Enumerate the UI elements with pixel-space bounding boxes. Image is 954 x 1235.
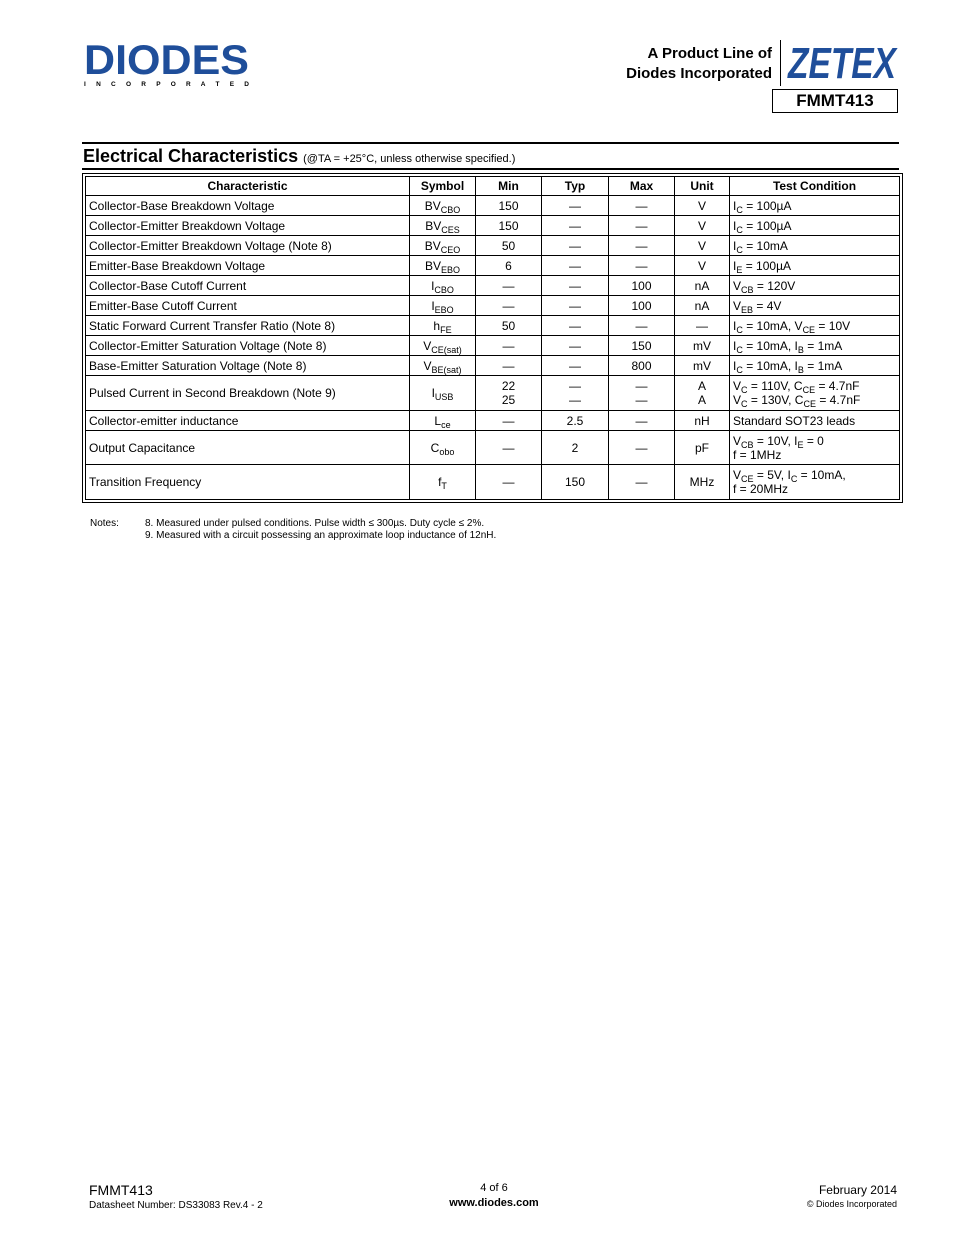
cell-characteristic: Collector-Emitter Breakdown Voltage (86, 216, 410, 236)
cell-typ: — (542, 216, 609, 236)
cell-min: — (476, 356, 542, 376)
cell-characteristic: Base-Emitter Saturation Voltage (Note 8) (86, 356, 410, 376)
cell-characteristic: Emitter-Base Breakdown Voltage (86, 256, 410, 276)
diodes-logo (84, 36, 259, 90)
cell-test-condition: $V_C = 110V$, $C_{CE} = 4.7nF$ $V_C = 130V$, $C_{CE} = 4.7nF$ (730, 376, 900, 411)
diodes-logo-subtext: I N C O R P O R A T E D (84, 81, 249, 88)
cell-unit: nA (675, 276, 730, 296)
table-row (86, 431, 900, 465)
table-row (86, 411, 900, 431)
cell-test-condition: $V_{CE} = 5V$, $I_C = 10mA$, f = 20MHz (730, 465, 900, 500)
header-min: Min (476, 177, 542, 196)
cell-max: 100 (609, 276, 675, 296)
zetex-logo (786, 38, 899, 88)
cell-unit: — (675, 316, 730, 336)
cell-min: — (476, 411, 542, 431)
diodes-logo-text: DIODES (84, 36, 249, 83)
cell-typ: — — (542, 376, 609, 411)
header-divider (780, 40, 781, 86)
cell-typ: — (542, 256, 609, 276)
cell-symbol: $h_{FE}$ (410, 316, 476, 336)
footer-page-number: 4 of 6 (480, 1182, 508, 1194)
cell-characteristic: Output Capacitance (86, 431, 410, 465)
electrical-characteristics-table (82, 173, 903, 503)
product-line (600, 44, 772, 84)
table-row (86, 336, 900, 356)
cell-test-condition: $I_C = 100\mu A$ (730, 216, 900, 236)
cell-symbol: $f_T$ (410, 465, 476, 500)
cell-symbol: $C_{obo}$ (410, 431, 476, 465)
section-condition: (@TA = +25°C, unless otherwise specified.) (303, 153, 516, 165)
table-row (86, 356, 900, 376)
cell-max: — (609, 236, 675, 256)
section-rule (82, 168, 899, 170)
cell-min: — (476, 336, 542, 356)
cell-unit: mV (675, 356, 730, 376)
header-test-condition: Test Condition (730, 177, 900, 196)
cell-min: — (476, 276, 542, 296)
footer-datasheet-number: Datasheet Number: DS33083 Rev.4 - 2 (89, 1200, 263, 1211)
product-line-1: A Product Line of (647, 45, 772, 62)
cell-test-condition: $I_E = 100\mu A$ (730, 256, 900, 276)
cell-test-condition: $I_C = 10mA$, $V_{CE} = 10V$ (730, 316, 900, 336)
cell-unit: MHz (675, 465, 730, 500)
cell-test-condition: $V_{CB} = 120V$ (730, 276, 900, 296)
footer-copyright: © Diodes Incorporated (806, 1199, 897, 1209)
cell-characteristic: Collector-Base Cutoff Current (86, 276, 410, 296)
cell-max: — (609, 216, 675, 236)
cell-typ: — (542, 336, 609, 356)
notes-label: Notes: (90, 518, 119, 529)
cell-unit: V (675, 196, 730, 216)
cell-test-condition: $I_C = 10mA$ (730, 236, 900, 256)
cell-typ: — (542, 316, 609, 336)
cell-test-condition: $I_C = 10mA$, $I_B = 1mA$ (730, 356, 900, 376)
cell-min: 50 (476, 316, 542, 336)
cell-unit: V (675, 216, 730, 236)
cell-symbol: $L_{ce}$ (410, 411, 476, 431)
cell-test-condition: $V_{EB} = 4V$ (730, 296, 900, 316)
cell-max: — (609, 411, 675, 431)
cell-max: — — (609, 376, 675, 411)
cell-typ: 2 (542, 431, 609, 465)
section-title (83, 146, 515, 167)
cell-symbol: $BV_{CES}$ (410, 216, 476, 236)
cell-typ: 2.5 (542, 411, 609, 431)
cell-symbol: $BV_{EBO}$ (410, 256, 476, 276)
cell-typ: — (542, 296, 609, 316)
cell-unit: mV (675, 336, 730, 356)
cell-characteristic: Transition Frequency (86, 465, 410, 500)
cell-symbol: $BV_{CEO}$ (410, 236, 476, 256)
cell-max: — (609, 465, 675, 500)
cell-unit: nH (675, 411, 730, 431)
cell-min: 22 25 (476, 376, 542, 411)
table-row (86, 276, 900, 296)
cell-max: — (609, 196, 675, 216)
table-row (86, 296, 900, 316)
header-characteristic: Characteristic (86, 177, 410, 196)
cell-test-condition: Standard SOT23 leads (730, 411, 900, 431)
cell-characteristic: Static Forward Current Transfer Ratio (Note 8) (86, 316, 410, 336)
header-symbol: Symbol (410, 177, 476, 196)
cell-min: — (476, 465, 542, 500)
header-unit: Unit (675, 177, 730, 196)
header-typ: Typ (542, 177, 609, 196)
table-row (86, 465, 900, 500)
cell-typ: — (542, 196, 609, 216)
header-max: Max (609, 177, 675, 196)
cell-characteristic: Collector-Emitter Breakdown Voltage (Note 8) (86, 236, 410, 256)
cell-min: — (476, 296, 542, 316)
cell-unit: A A (675, 376, 730, 411)
cell-max: — (609, 431, 675, 465)
cell-symbol: $V_{BE(sat)}$ (410, 356, 476, 376)
cell-typ: — (542, 236, 609, 256)
cell-min: 6 (476, 256, 542, 276)
footer-part-number: FMMT413 (89, 1182, 153, 1198)
table-row (86, 236, 900, 256)
cell-typ: 150 (542, 465, 609, 500)
cell-characteristic: Pulsed Current in Second Breakdown (Note 9) (86, 376, 410, 411)
section-title-text: Electrical Characteristics (83, 146, 299, 166)
cell-unit: V (675, 236, 730, 256)
cell-max: — (609, 256, 675, 276)
cell-max: 100 (609, 296, 675, 316)
table-row (86, 256, 900, 276)
table-row (86, 196, 900, 216)
note-8: 8. Measured under pulsed conditions. Pulse width ≤ 300µs. Duty cycle ≤ 2%. (145, 518, 485, 529)
cell-min: 150 (476, 216, 542, 236)
zetex-logo-text: ZETEX (786, 39, 899, 88)
table-row (86, 376, 900, 411)
cell-characteristic: Collector-Emitter Saturation Voltage (Note 8) (86, 336, 410, 356)
cell-characteristic: Collector-Base Breakdown Voltage (86, 196, 410, 216)
cell-symbol: $I_{USB}$ (410, 376, 476, 411)
product-line-2: Diodes Incorporated (626, 65, 772, 82)
cell-unit: nA (675, 296, 730, 316)
cell-characteristic: Collector-emitter inductance (86, 411, 410, 431)
cell-max: 150 (609, 336, 675, 356)
cell-symbol: $I_{EBO}$ (410, 296, 476, 316)
table-header-row (86, 177, 900, 196)
cell-symbol: $I_{CBO}$ (410, 276, 476, 296)
note-9: 9. Measured with a circuit possessing an approximate loop inductance of 12nH. (145, 530, 497, 541)
cell-test-condition: $I_C = 10mA$, $I_B = 1mA$ (730, 336, 900, 356)
cell-symbol: $BV_{CBO}$ (410, 196, 476, 216)
part-number-box: FMMT413 (772, 89, 898, 113)
cell-unit: pF (675, 431, 730, 465)
footer-website-link[interactable]: www.diodes.com (449, 1197, 539, 1209)
cell-typ: — (542, 276, 609, 296)
cell-min: — (476, 431, 542, 465)
cell-typ: — (542, 356, 609, 376)
footer-date: February 2014 (818, 1183, 897, 1197)
cell-min: 150 (476, 196, 542, 216)
cell-test-condition: $V_{CB} = 10V$, $I_E = 0$ f = 1MHz (730, 431, 900, 465)
cell-max: 800 (609, 356, 675, 376)
cell-characteristic: Emitter-Base Cutoff Current (86, 296, 410, 316)
cell-unit: V (675, 256, 730, 276)
cell-test-condition: $I_C = 100\mu A$ (730, 196, 900, 216)
cell-min: 50 (476, 236, 542, 256)
cell-symbol: $V_{CE(sat)}$ (410, 336, 476, 356)
header-rule (82, 142, 899, 144)
table-row (86, 216, 900, 236)
cell-max: — (609, 316, 675, 336)
table-row (86, 316, 900, 336)
